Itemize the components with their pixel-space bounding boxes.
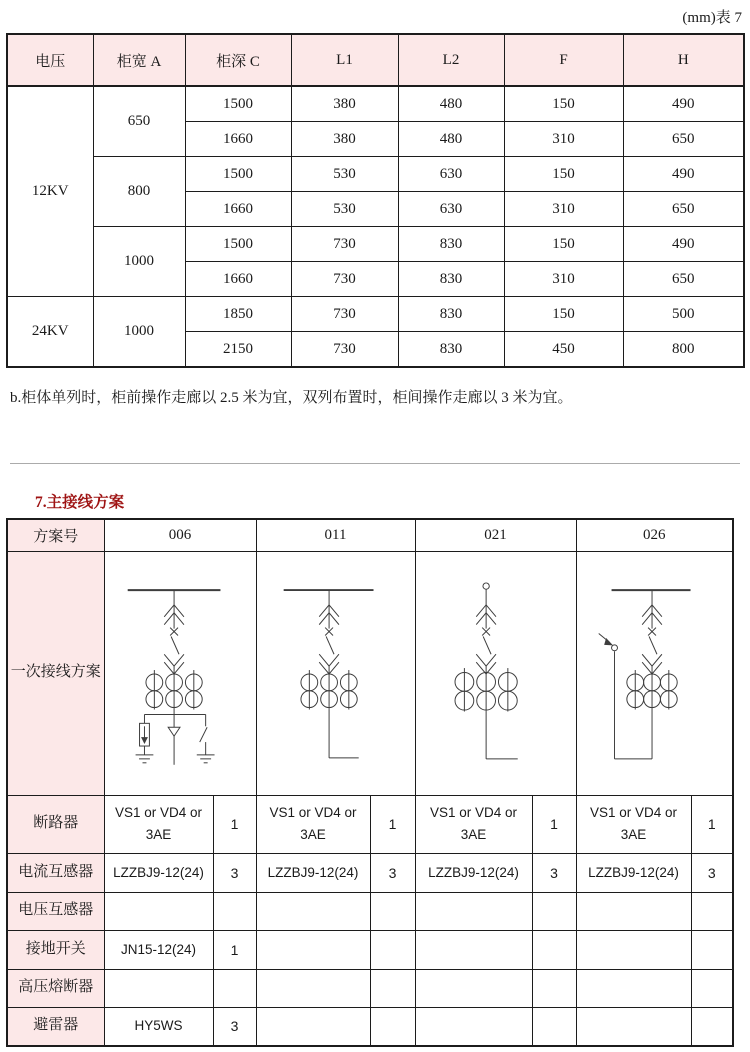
scheme-number-026: 026	[576, 519, 733, 551]
h-cell: 800	[623, 332, 744, 368]
l2-cell: 480	[398, 86, 504, 122]
depth-cell: 1500	[185, 227, 291, 262]
qty-cell	[691, 969, 733, 1007]
f-cell: 450	[504, 332, 623, 368]
table-row	[7, 227, 744, 262]
scheme-number-label: 方案号	[7, 519, 104, 551]
qty-cell: 1	[213, 930, 256, 969]
l2-cell: 830	[398, 332, 504, 368]
f-cell: 150	[504, 297, 623, 332]
component-row	[7, 795, 733, 853]
model-cell: VS1 or VD4 or 3AE	[415, 795, 532, 853]
outgoing-line	[486, 711, 518, 758]
diagram-row-label: 一次接线方案	[7, 551, 104, 795]
table-row	[7, 157, 744, 192]
column-header-voltage: 电压	[7, 34, 93, 86]
qty-cell	[532, 969, 576, 1007]
circuit-breaker-icon	[648, 627, 657, 654]
model-cell: LZZBJ9-12(24)	[256, 853, 370, 892]
f-cell: 150	[504, 86, 623, 122]
h-cell: 650	[623, 192, 744, 227]
current-transformer-icon	[301, 666, 357, 709]
model-cell: HY5WS	[104, 1007, 213, 1046]
model-cell	[104, 892, 213, 930]
depth-cell: 1500	[185, 86, 291, 122]
l1-cell: 530	[291, 157, 398, 192]
model-cell: LZZBJ9-12(24)	[576, 853, 691, 892]
scheme-011-diagram	[257, 553, 414, 794]
incoming-node-icon	[483, 582, 489, 588]
dimension-table	[6, 33, 745, 368]
voltage-cell: 12KV	[7, 86, 93, 297]
component-row	[7, 969, 733, 1007]
scheme-021-diagram	[416, 553, 575, 794]
scheme-table	[6, 518, 734, 1047]
h-cell: 490	[623, 227, 744, 262]
l2-cell: 830	[398, 262, 504, 297]
scheme-006-diagram	[105, 553, 255, 794]
l2-cell: 830	[398, 227, 504, 262]
qty-cell: 1	[532, 795, 576, 853]
qty-cell	[691, 892, 733, 930]
model-cell	[256, 930, 370, 969]
component-label: 高压熔断器	[7, 969, 104, 1007]
qty-cell	[370, 892, 415, 930]
loop-feed-line	[611, 644, 651, 758]
depth-cell: 1660	[185, 192, 291, 227]
qty-cell	[532, 930, 576, 969]
model-cell	[415, 1007, 532, 1046]
cable-terminal-icon	[168, 714, 180, 764]
voltage-cell: 24KV	[7, 297, 93, 368]
qty-cell: 3	[691, 853, 733, 892]
width-cell: 1000	[93, 227, 185, 297]
l1-cell: 730	[291, 332, 398, 368]
qty-cell	[691, 1007, 733, 1046]
f-cell: 310	[504, 262, 623, 297]
model-cell	[256, 1007, 370, 1046]
qty-cell: 3	[370, 853, 415, 892]
qty-cell: 1	[370, 795, 415, 853]
l1-cell: 730	[291, 297, 398, 332]
table-row	[7, 86, 744, 122]
component-label: 断路器	[7, 795, 104, 853]
h-cell: 490	[623, 157, 744, 192]
scheme-header-row	[7, 519, 733, 551]
model-cell: VS1 or VD4 or 3AE	[576, 795, 691, 853]
f-cell: 150	[504, 227, 623, 262]
scheme-number-011: 011	[256, 519, 415, 551]
column-header-cabinet-width: 柜宽 A	[93, 34, 185, 86]
l1-cell: 380	[291, 122, 398, 157]
qty-cell: 1	[213, 795, 256, 853]
width-cell: 650	[93, 86, 185, 157]
component-label: 电流互感器	[7, 853, 104, 892]
scheme-011-diagram-cell	[256, 551, 415, 795]
circuit-breaker-icon	[325, 627, 334, 654]
width-cell: 1000	[93, 297, 185, 368]
f-cell: 310	[504, 192, 623, 227]
depth-cell: 1500	[185, 157, 291, 192]
depth-cell: 1660	[185, 122, 291, 157]
h-cell: 490	[623, 86, 744, 122]
depth-cell: 1850	[185, 297, 291, 332]
model-cell	[415, 930, 532, 969]
model-cell	[576, 1007, 691, 1046]
dimension-table-header-row	[7, 34, 744, 86]
component-label: 避雷器	[7, 1007, 104, 1046]
table-row	[7, 297, 744, 332]
horizontal-divider	[10, 463, 740, 464]
l2-cell: 830	[398, 297, 504, 332]
qty-cell: 3	[532, 853, 576, 892]
scheme-021-diagram-cell	[415, 551, 576, 795]
model-cell	[415, 969, 532, 1007]
depth-cell: 2150	[185, 332, 291, 368]
model-cell: VS1 or VD4 or 3AE	[256, 795, 370, 853]
qty-cell	[213, 969, 256, 1007]
component-row	[7, 853, 733, 892]
qty-cell	[691, 930, 733, 969]
model-cell	[576, 969, 691, 1007]
model-cell: LZZBJ9-12(24)	[104, 853, 213, 892]
component-row	[7, 1007, 733, 1046]
scheme-006-diagram-cell	[104, 551, 256, 795]
component-row	[7, 930, 733, 969]
model-cell	[256, 969, 370, 1007]
model-cell: VS1 or VD4 or 3AE	[104, 795, 213, 853]
h-cell: 500	[623, 297, 744, 332]
column-header-h: H	[623, 34, 744, 86]
h-cell: 650	[623, 262, 744, 297]
current-transformer-icon	[146, 666, 202, 714]
section-heading: 7.主接线方案	[35, 494, 125, 511]
h-cell: 650	[623, 122, 744, 157]
l1-cell: 730	[291, 227, 398, 262]
scheme-026-diagram	[577, 553, 732, 794]
model-cell	[576, 930, 691, 969]
diagram-row	[7, 551, 733, 795]
qty-cell	[213, 892, 256, 930]
qty-cell	[532, 1007, 576, 1046]
note-text: b.柜体单列时，柜前操作走廊以 2.5 米为宜，双列布置时，柜间操作走廊以 3 米为宜。	[10, 390, 573, 406]
column-header-cabinet-depth: 柜深 C	[185, 34, 291, 86]
l2-cell: 630	[398, 192, 504, 227]
outgoing-line	[329, 709, 359, 757]
table-caption: (mm)表 7	[682, 10, 742, 26]
f-cell: 150	[504, 157, 623, 192]
current-transformer-icon	[455, 666, 517, 711]
component-label: 接地开关	[7, 930, 104, 969]
model-cell: JN15-12(24)	[104, 930, 213, 969]
model-cell	[104, 969, 213, 1007]
qty-cell: 3	[213, 1007, 256, 1046]
model-cell	[576, 892, 691, 930]
qty-cell: 3	[213, 853, 256, 892]
model-cell	[256, 892, 370, 930]
component-label: 电压互感器	[7, 892, 104, 930]
qty-cell	[532, 892, 576, 930]
column-header-l2: L2	[398, 34, 504, 86]
qty-cell	[370, 930, 415, 969]
circuit-breaker-icon	[482, 627, 491, 654]
qty-cell	[370, 1007, 415, 1046]
earthing-switch-icon	[197, 714, 215, 762]
model-cell: LZZBJ9-12(24)	[415, 853, 532, 892]
model-cell	[415, 892, 532, 930]
column-header-f: F	[504, 34, 623, 86]
circuit-breaker-icon	[170, 627, 179, 654]
column-header-l1: L1	[291, 34, 398, 86]
depth-cell: 1660	[185, 262, 291, 297]
l2-cell: 630	[398, 157, 504, 192]
cable-arrow-icon	[598, 633, 612, 645]
connection-node-icon	[611, 644, 617, 650]
l1-cell: 380	[291, 86, 398, 122]
l2-cell: 480	[398, 122, 504, 157]
component-row	[7, 892, 733, 930]
current-transformer-icon	[627, 666, 677, 709]
width-cell: 800	[93, 157, 185, 227]
scheme-number-006: 006	[104, 519, 256, 551]
l1-cell: 730	[291, 262, 398, 297]
qty-cell	[370, 969, 415, 1007]
l1-cell: 530	[291, 192, 398, 227]
surge-arrester-icon	[136, 714, 154, 762]
scheme-number-021: 021	[415, 519, 576, 551]
qty-cell: 1	[691, 795, 733, 853]
f-cell: 310	[504, 122, 623, 157]
scheme-026-diagram-cell	[576, 551, 733, 795]
